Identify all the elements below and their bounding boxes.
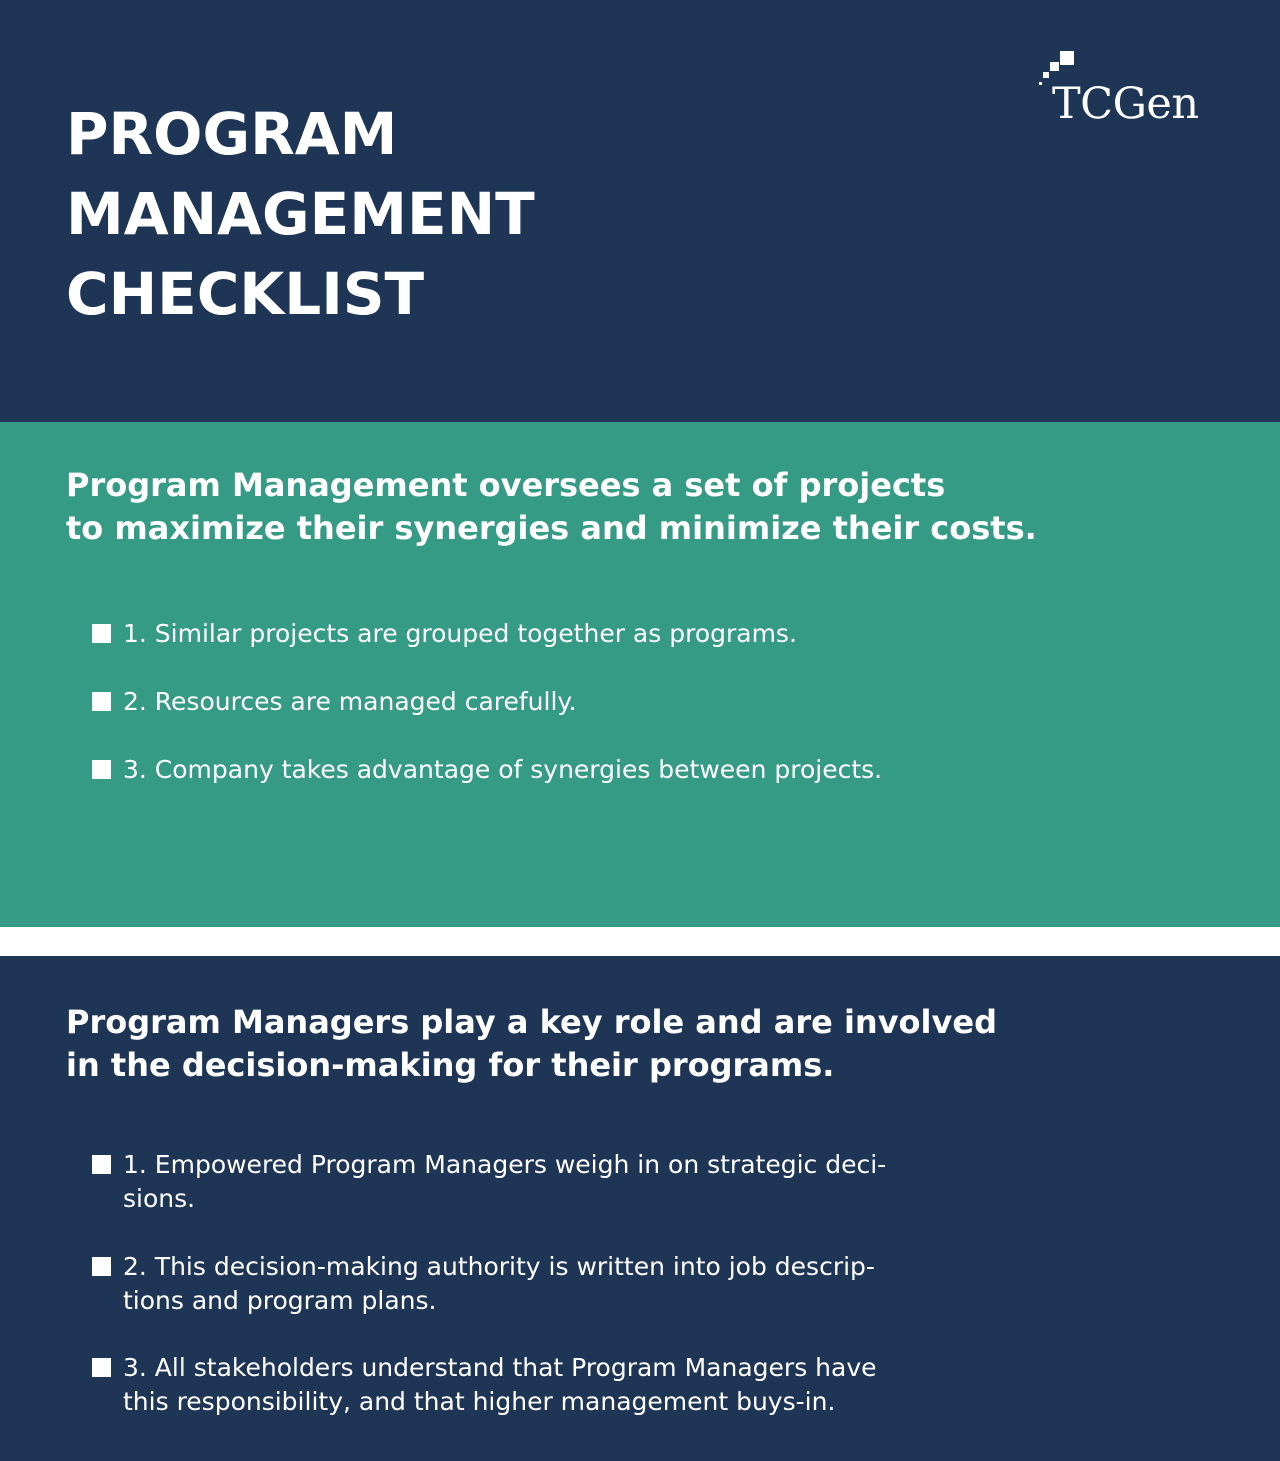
section-divider [0, 927, 1280, 956]
section-program-managers [0, 956, 1280, 1461]
checklist-item [92, 1148, 992, 1216]
checkbox-square-icon [92, 624, 111, 643]
checklist-item-text: 2. Resources are managed carefully. [123, 687, 577, 716]
section1-lead-line-1: Program Management oversees a set of projects [66, 466, 946, 504]
checkbox-square-icon [92, 692, 111, 711]
checklist-item [92, 1351, 992, 1419]
checklist-item-text-line-2: sions. [123, 1184, 196, 1213]
checklist-item [92, 617, 992, 651]
page-title-line-1: PROGRAM [66, 100, 398, 168]
checklist-item-text-line-1: 3. All stakeholders understand that Program Managers have [123, 1353, 877, 1382]
checklist-item-text-line-2: this responsibility, and that higher management buys-in. [123, 1387, 836, 1416]
checklist-item [92, 1250, 992, 1318]
logo-wordmark: TCGen [1052, 79, 1199, 129]
checklist-item-text: 3. Company takes advantage of synergies between projects. [123, 755, 883, 784]
checklist-item-text-line-1: 2. This decision-making authority is written into job descrip- [123, 1252, 875, 1281]
page-title-line-2: MANAGEMENT [66, 180, 535, 248]
checklist-item-text: 1. Similar projects are grouped together as programs. [123, 619, 797, 648]
section-program-management [0, 422, 1280, 927]
checklist-item-text-line-2: tions and program plans. [123, 1286, 437, 1315]
section2-lead-line-2: in the decision-making for their programs. [66, 1046, 835, 1084]
section2-lead-line-1: Program Managers play a key role and are involved [66, 1003, 997, 1041]
checklist-item [92, 753, 992, 787]
checklist-item [92, 685, 992, 719]
page-title-line-3: CHECKLIST [66, 260, 425, 328]
checkbox-square-icon [92, 1257, 111, 1276]
checkbox-square-icon [92, 1358, 111, 1377]
checklist-item-text-line-1: 1. Empowered Program Managers weigh in on strategic deci- [123, 1150, 887, 1179]
checkbox-square-icon [92, 1155, 111, 1174]
section1-lead-line-2: to maximize their synergies and minimize their costs. [66, 509, 1037, 547]
header-banner [0, 0, 1280, 422]
checkbox-square-icon [92, 760, 111, 779]
tcgen-logo [1036, 46, 1211, 136]
